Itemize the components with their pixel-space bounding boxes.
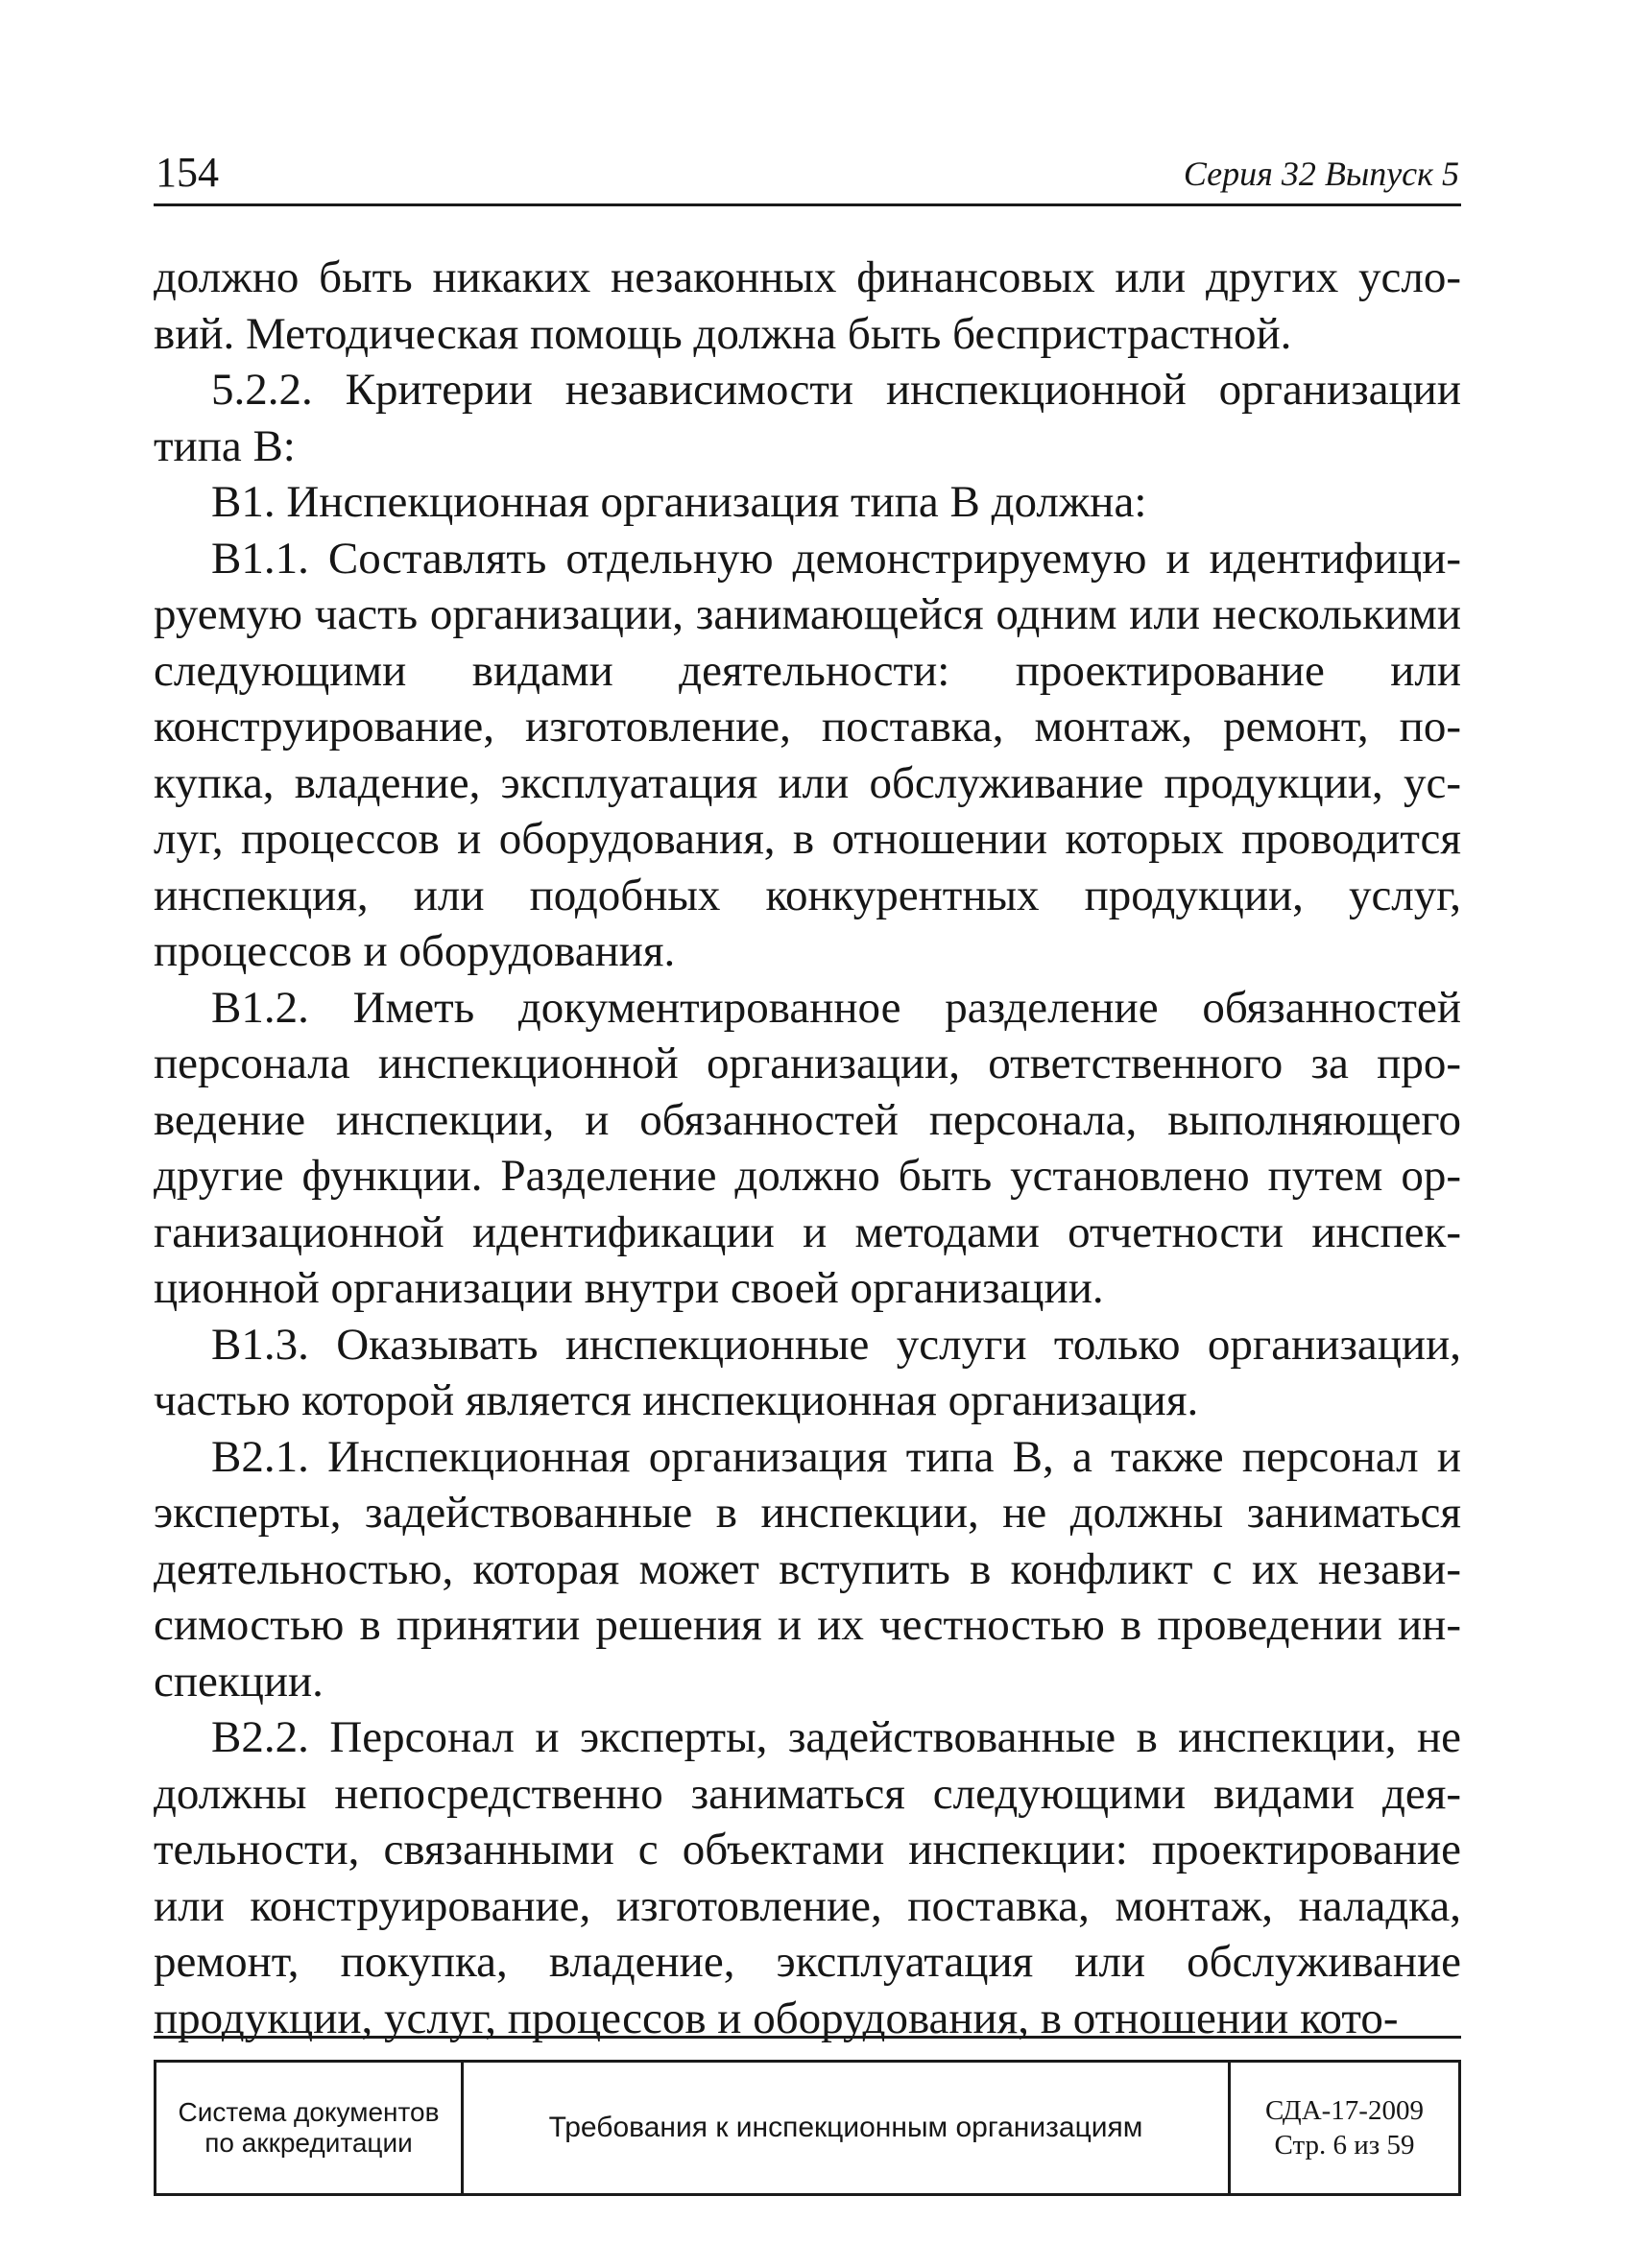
footer-system-cell: [156, 2063, 464, 2193]
page-number: 154: [156, 149, 219, 196]
footer-system-line1: Система документов: [178, 2097, 440, 2127]
series-title: Серия 32 Выпуск 5: [1183, 155, 1459, 193]
paragraph: 5.2.2. Критерии независимости инспекционной организации типа В:: [154, 365, 1461, 471]
page-header: [154, 144, 1461, 206]
paragraph: В1.2. Иметь документированное разделение обязанностей персонала инспекционной организации, ответственного за проведение инспекции, и обязанностей персонала, выполняющего другие функции. Разделение должно быть установлено путем организационной идентификации и методами отчетности инспекционной организации внутри своей организации.: [154, 982, 1461, 1313]
paragraph: В1.1. Составлять отдельную демонстрируемую и идентифицируемую часть организации, занимающейся одним или несколькими следующими видами деятельности: проектирование или конструирование, изготовление, поставка, монтаж, ремонт, покупка, владение, эксплуатация или обслуживание продукции, услуг, процессов и оборудования, в отношении которых проводится инспекция, или подобных конкурентных продукции, услуг, процессов и оборудования.: [154, 533, 1461, 976]
footer-divider: [154, 2036, 1461, 2039]
footer-title-cell: [464, 2063, 1231, 2193]
paragraph: должно быть никаких незаконных финансовых или других условий. Методическая помощь должна быть беспристрастной.: [154, 252, 1461, 359]
footer-document-title: Требования к инспекционным организациям: [548, 2112, 1143, 2143]
paragraph: В1.3. Оказывать инспекционные услуги только организации, частью которой является инспекционная организация.: [154, 1319, 1461, 1425]
paragraph: В2.2. Персонал и эксперты, задействованные в инспекции, не должны непосредственно заниматься следующими видами деятельности, связанными с объектами инспекции: проектирование или конструирование, изготовление, поставка, монтаж, наладка, ремонт, покупка, владение, эксплуатация или обслуживание продукции, услуг, процессов и оборудования, в отношении кото-: [154, 1712, 1461, 2043]
footer-table: [154, 2060, 1461, 2196]
footer-document-code: СДА-17-2009: [1265, 2095, 1424, 2126]
footer-code-cell: [1231, 2063, 1458, 2193]
paragraph: В2.1. Инспекционная организация типа В, а также персонал и эксперты, задействованные в инспекции, не должны заниматься деятельностью, которая может вступить в конфликт с их независимостью в принятии решения и их честностью в проведении инспекции.: [154, 1431, 1461, 1707]
footer-system-line2: по аккредитации: [204, 2128, 413, 2158]
footer-page-info: Стр. 6 из 59: [1274, 2130, 1415, 2161]
body-text: [154, 250, 1461, 2046]
paragraph: В1. Инспекционная организация типа В должна:: [211, 477, 1147, 527]
